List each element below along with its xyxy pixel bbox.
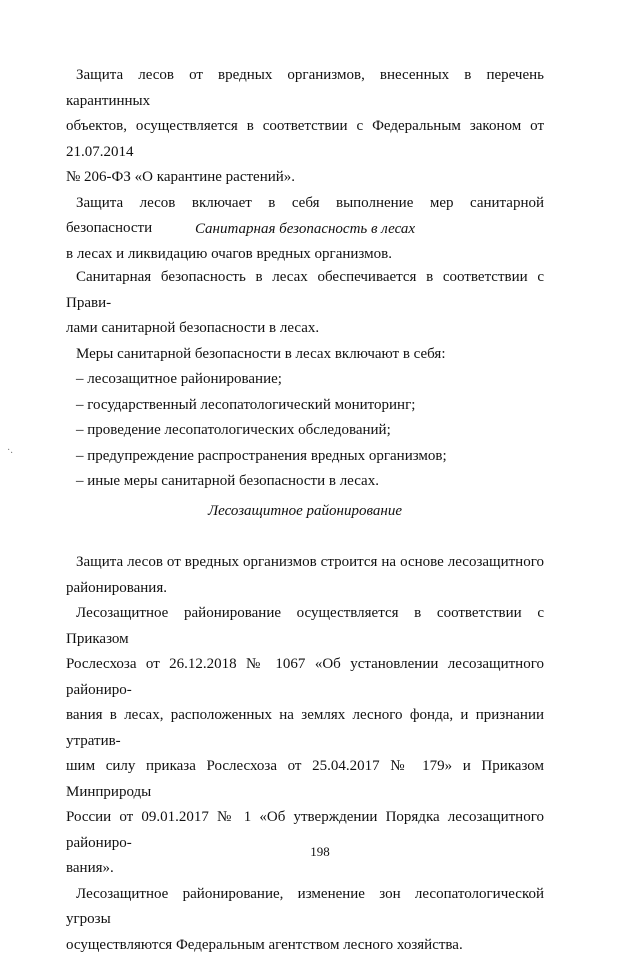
- text-line: районирования.: [66, 576, 544, 602]
- text-line: в лесах и ликвидацию очагов вредных организмов.: [66, 242, 544, 268]
- list-item: – лесозащитное районирование;: [66, 367, 544, 393]
- margin-mark: ·.: [7, 446, 13, 456]
- section-sanitary: [66, 265, 544, 495]
- section-heading-zoning: Лесозащитное районирование: [66, 501, 544, 521]
- text-line: № 206-ФЗ «О карантине растений».: [66, 165, 544, 191]
- list-item: – иные меры санитарной безопасности в лесах.: [66, 469, 544, 495]
- paragraph-sanitary-rules: [66, 265, 544, 342]
- paragraph-zoning-basis: [66, 550, 544, 601]
- text-line: Лесозащитное районирование, изменение зон лесопатологической угрозы: [66, 882, 544, 933]
- text-line: шим силу приказа Рослесхоза от 25.04.2017 № 179» и Приказом Минприроды: [66, 754, 544, 805]
- text-line: Защита лесов от вредных организмов, внесенных в перечень карантинных: [66, 63, 544, 114]
- section-heading-sanitary: Санитарная безопасность в лесах: [66, 219, 544, 239]
- text-line: Меры санитарной безопасности в лесах включают в себя:: [66, 342, 544, 368]
- text-line: объектов, осуществляется в соответствии с Федеральным законом от 21.07.2014: [66, 114, 544, 165]
- measures-list: [66, 367, 544, 495]
- list-item: – проведение лесопатологических обследований;: [66, 418, 544, 444]
- paragraph-zoning-orders: [66, 601, 544, 882]
- paragraph-sanitary-measures: [66, 342, 544, 368]
- list-item: – государственный лесопатологический мониторинг;: [66, 393, 544, 419]
- page-number: 198: [0, 844, 640, 860]
- text-line: осуществляются Федеральным агентством лесного хозяйства.: [66, 933, 544, 958]
- section-zoning: [66, 550, 544, 958]
- paragraph-zoning-authority: [66, 882, 544, 958]
- paragraph-quarantine: [66, 63, 544, 191]
- text-line: Защита лесов от вредных организмов строится на основе лесозащитного: [66, 550, 544, 576]
- text-line: Санитарная безопасность в лесах обеспечивается в соответствии с Прави-: [66, 265, 544, 316]
- text-line: Защита лесов включает в себя выполнение мер санитарной безопасности: [66, 191, 544, 242]
- text-line: вания в лесах, расположенных на землях лесного фонда, и признании утратив-: [66, 703, 544, 754]
- text-line: лами санитарной безопасности в лесах.: [66, 316, 544, 342]
- text-line: вания».: [66, 856, 544, 882]
- text-line: России от 09.01.2017 № 1 «Об утверждении Порядка лесозащитного райониро-: [66, 805, 544, 856]
- list-item: – предупреждение распространения вредных организмов;: [66, 444, 544, 470]
- text-line: Лесозащитное районирование осуществляется в соответствии с Приказом: [66, 601, 544, 652]
- text-line: Рослесхоза от 26.12.2018 № 1067 «Об установлении лесозащитного райониро-: [66, 652, 544, 703]
